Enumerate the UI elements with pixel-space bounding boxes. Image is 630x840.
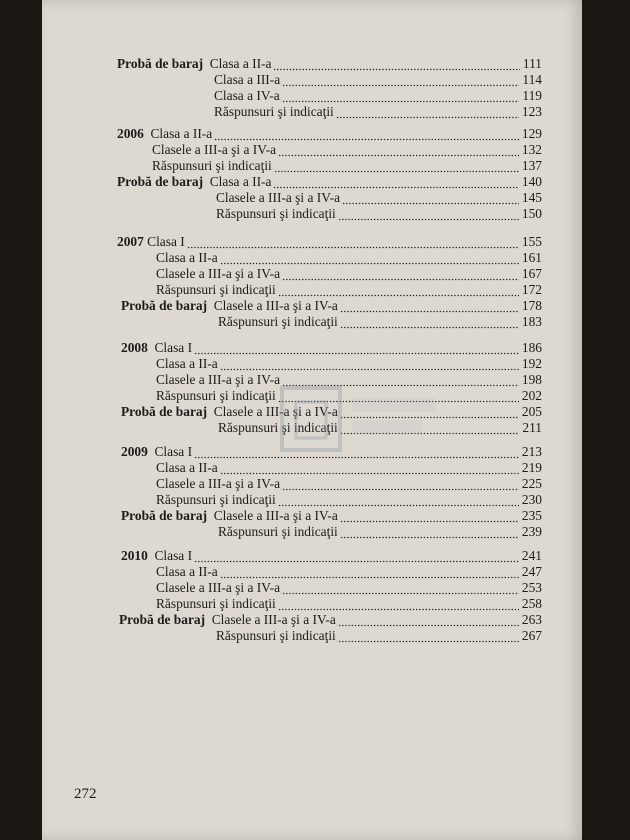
toc-page-number: 161 — [521, 250, 542, 265]
toc-leader-dots — [194, 550, 519, 564]
toc-page-number: 263 — [521, 612, 542, 627]
toc-leader-dots — [336, 106, 519, 120]
toc-entry-title: Clasa I — [154, 340, 193, 355]
toc-entry — [156, 580, 542, 596]
toc-leader-dots — [194, 342, 519, 356]
toc-page-number: 183 — [521, 314, 542, 329]
toc-page-number: 202 — [521, 388, 542, 403]
toc-entry-title: Clasa a III-a — [214, 72, 281, 87]
toc-entry-title: Clasele a III-a şi a IV-a — [156, 580, 281, 595]
toc-entry-title: Răspunsuri şi indicaţii — [218, 314, 338, 329]
toc-page-number: 230 — [521, 492, 542, 507]
toc-year-label: 2009 — [121, 444, 148, 459]
book-page — [42, 0, 582, 840]
toc-leader-dots — [187, 236, 519, 250]
toc-entry-title: Clasa a II-a — [209, 174, 272, 189]
toc-leader-dots — [273, 176, 518, 190]
toc-entry-title: Clasa a II-a — [150, 126, 213, 141]
toc-page-number: 239 — [521, 524, 542, 539]
toc-page-number: 186 — [521, 340, 542, 355]
toc-entry-title: Clasa a II-a — [209, 56, 272, 71]
toc-page-number: 178 — [521, 298, 542, 313]
toc-entry — [216, 206, 542, 222]
toc-entry-title: Răspunsuri şi indicaţii — [216, 206, 336, 221]
toc-leader-dots — [338, 630, 519, 644]
toc-section-label: Probă de baraj — [121, 508, 208, 523]
toc-entry-title: Clasele a III-a şi a IV-a — [156, 266, 281, 281]
toc-leader-dots — [340, 526, 519, 540]
toc-entry-title: Clasa a II-a — [156, 564, 218, 579]
toc-page-number: 155 — [521, 234, 542, 249]
toc-entry — [156, 250, 542, 266]
toc-entry — [156, 492, 542, 508]
toc-page-number: 205 — [521, 404, 542, 419]
toc-entry-title: Răspunsuri şi indicaţii — [156, 282, 276, 297]
toc-leader-dots — [278, 284, 519, 298]
watermark-logo — [280, 378, 440, 458]
toc-page-number: 235 — [521, 508, 542, 523]
toc-entry-title: Clasele a III-a şi a IV-a — [213, 298, 338, 313]
toc-page-number: 167 — [521, 266, 542, 281]
toc-entry — [119, 612, 542, 628]
toc-entry-title: Clasele a III-a şi a IV-a — [216, 190, 341, 205]
toc-entry-title: Clasa I — [154, 548, 193, 563]
toc-entry-title: Clasa a II-a — [156, 250, 218, 265]
toc-entry — [152, 158, 542, 174]
toc-entry — [218, 314, 542, 330]
toc-entry — [121, 548, 542, 564]
toc-page-number: 137 — [521, 158, 542, 173]
toc-year-label: 2010 — [121, 548, 148, 563]
toc-page-number: 140 — [521, 174, 542, 189]
toc-page-number: 119 — [522, 88, 542, 103]
toc-leader-dots — [273, 58, 519, 72]
toc-entry — [117, 174, 542, 190]
toc-entry — [121, 508, 542, 524]
toc-entry-title: Răspunsuri şi indicaţii — [218, 524, 338, 539]
toc-entry-title: Clasa a II-a — [156, 356, 218, 371]
toc-entry — [216, 190, 542, 206]
toc-page-number: 213 — [521, 444, 542, 459]
toc-entry-title: Clasa I — [154, 444, 193, 459]
toc-page-number: 111 — [522, 56, 542, 71]
toc-entry-title: Clasele a III-a şi a IV-a — [213, 404, 338, 419]
toc-page-number: 267 — [521, 628, 542, 643]
toc-leader-dots — [340, 316, 519, 330]
toc-leader-dots — [214, 128, 519, 142]
toc-page-number: 219 — [521, 460, 542, 475]
toc-page-number: 258 — [521, 596, 542, 611]
toc-year-label: 2007 — [117, 234, 144, 249]
toc-page-number: 145 — [521, 190, 542, 205]
toc-leader-dots — [278, 494, 519, 508]
toc-entry-title: Răspunsuri şi indicaţii — [156, 388, 276, 403]
toc-entry-title: Clasele a III-a şi a IV-a — [213, 508, 338, 523]
toc-section-label: Probă de baraj — [117, 174, 204, 189]
toc-leader-dots — [274, 160, 519, 174]
toc-leader-dots — [282, 582, 519, 596]
toc-page-number: 198 — [521, 372, 542, 387]
toc-entry-title: Clasele a III-a şi a IV-a — [156, 476, 281, 491]
toc-entry-title: Clasa a II-a — [156, 460, 218, 475]
toc-leader-dots — [340, 510, 519, 524]
toc-year-label: 2008 — [121, 340, 148, 355]
toc-leader-dots — [220, 358, 519, 372]
toc-page-number: 241 — [521, 548, 542, 563]
toc-section-label: Probă de baraj — [119, 612, 206, 627]
toc-entry — [156, 564, 542, 580]
toc-entry-title: Clasele a III-a şi a IV-a — [152, 142, 277, 157]
toc-page-number: 172 — [521, 282, 542, 297]
toc-entry — [156, 356, 542, 372]
toc-entry-title: Răspunsuri şi indicaţii — [152, 158, 272, 173]
toc-leader-dots — [220, 462, 519, 476]
toc-page-number: 114 — [522, 72, 542, 87]
toc-page-number: 211 — [522, 420, 542, 435]
page-number: 272 — [74, 786, 97, 802]
toc-entry — [121, 340, 542, 356]
toc-leader-dots — [338, 614, 519, 628]
toc-entry-title: Clasa I — [147, 234, 185, 249]
toc-leader-dots — [278, 598, 519, 612]
toc-entry — [216, 628, 542, 644]
toc-leader-dots — [220, 252, 519, 266]
toc-entry — [156, 596, 542, 612]
toc-entry — [121, 298, 542, 314]
toc-leader-dots — [282, 74, 519, 88]
toc-entry-title: Răspunsuri şi indicaţii — [216, 628, 336, 643]
toc-leader-dots — [282, 268, 519, 282]
toc-entry — [156, 460, 542, 476]
toc-page-number: 225 — [521, 476, 542, 491]
toc-section-label: Probă de baraj — [117, 56, 204, 71]
toc-page-number: 129 — [521, 126, 542, 141]
toc-entry-title: Clasele a III-a şi a IV-a — [156, 372, 281, 387]
toc-page-number: 253 — [521, 580, 542, 595]
toc-year-label: 2006 — [117, 126, 144, 141]
toc-page-number: 123 — [521, 104, 542, 119]
toc-entry-title: Clasa a IV-a — [214, 88, 280, 103]
toc-page-number: 150 — [521, 206, 542, 221]
toc-page-number: 247 — [521, 564, 542, 579]
toc-entry — [156, 476, 542, 492]
toc-leader-dots — [282, 478, 519, 492]
toc-entry — [156, 266, 542, 282]
toc-entry-title: Clasele a III-a şi a IV-a — [211, 612, 336, 627]
toc-entry — [156, 282, 542, 298]
toc-leader-dots — [340, 300, 519, 314]
toc-leader-dots — [220, 566, 519, 580]
toc-entry-title: Răspunsuri şi indicaţii — [218, 420, 338, 435]
toc-leader-dots — [338, 208, 519, 222]
toc-entry — [218, 524, 542, 540]
toc-entry — [214, 88, 542, 104]
toc-entry-title: Răspunsuri şi indicaţii — [214, 104, 334, 119]
toc-leader-dots — [278, 144, 519, 158]
toc-entry-title: Răspunsuri şi indicaţii — [156, 492, 276, 507]
toc-leader-dots — [342, 192, 519, 206]
toc-entry — [214, 104, 542, 120]
toc-entry — [214, 72, 542, 88]
toc-leader-dots — [282, 90, 520, 104]
toc-section-label: Probă de baraj — [121, 298, 208, 313]
toc-page-number: 192 — [521, 356, 542, 371]
toc-entry — [117, 126, 542, 142]
toc-section-label: Probă de baraj — [121, 404, 208, 419]
toc-entry — [117, 234, 542, 250]
toc-entry — [117, 56, 542, 72]
toc-entry — [152, 142, 542, 158]
toc-entry-title: Răspunsuri şi indicaţii — [156, 596, 276, 611]
toc-page-number: 132 — [521, 142, 542, 157]
